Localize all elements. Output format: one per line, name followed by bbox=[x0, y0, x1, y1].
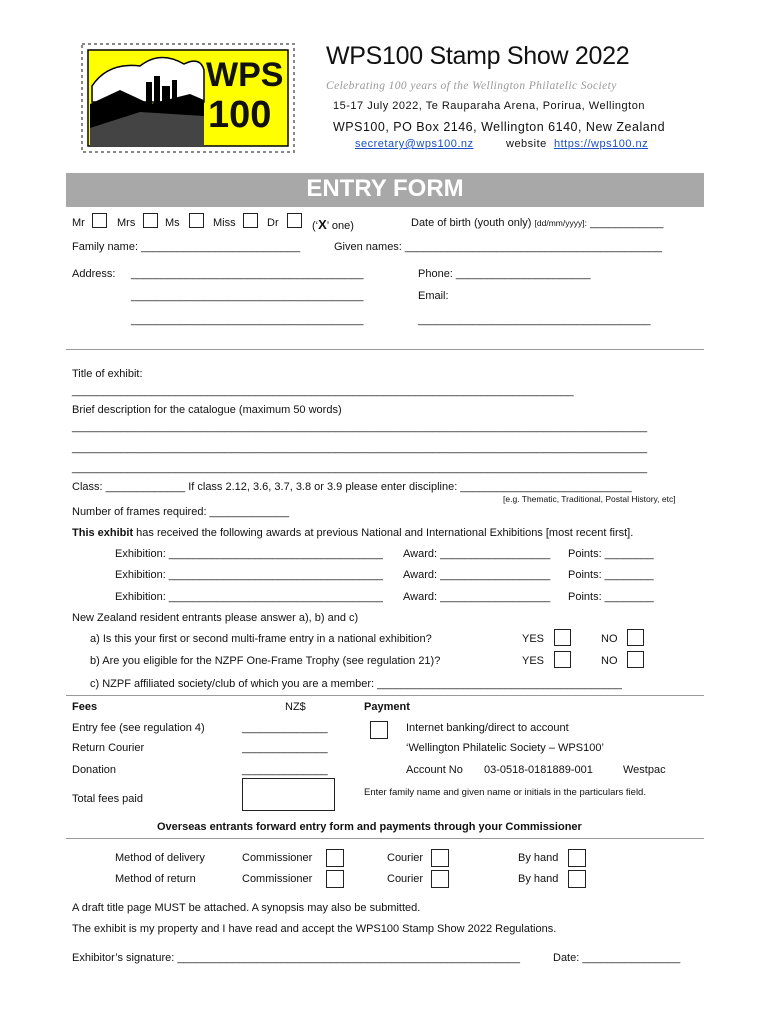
award-row-1-exhibition[interactable]: Exhibition: ___________________________________ bbox=[115, 548, 383, 560]
award-row-2-points[interactable]: Points: ________ bbox=[568, 569, 654, 581]
return-byhand-label: By hand bbox=[518, 873, 559, 885]
fees-heading: Fees bbox=[72, 701, 98, 713]
donation-field[interactable]: ______________ bbox=[242, 764, 328, 776]
award-row-3-award[interactable]: Award: __________________ bbox=[403, 591, 551, 603]
exhibit-title-label: Title of exhibit: bbox=[72, 368, 143, 380]
delivery-label: Method of delivery bbox=[115, 852, 205, 864]
award-row-1-award[interactable]: Award: __________________ bbox=[403, 548, 551, 560]
family-name-field[interactable]: Family name: __________________________ bbox=[72, 241, 301, 253]
address-line-2[interactable]: ______________________________________ bbox=[131, 290, 364, 302]
subtitle: Celebrating 100 years of the Wellington Philatelic Society bbox=[326, 80, 617, 92]
return-commissioner-checkbox[interactable] bbox=[326, 870, 344, 888]
form-title: ENTRY FORM bbox=[306, 175, 464, 202]
account-no-label: Account No bbox=[406, 764, 463, 776]
description-line-3[interactable]: ______________________________________________________________________________________________ bbox=[72, 462, 648, 474]
return-commissioner-label: Commissioner bbox=[242, 873, 313, 885]
question-a-yes-label: YES bbox=[522, 633, 545, 645]
description-line-2[interactable]: ______________________________________________________________________________________________ bbox=[72, 442, 648, 454]
x-mark: X bbox=[318, 217, 327, 232]
fees-currency: NZ$ bbox=[285, 701, 306, 713]
date-field[interactable]: Date: ________________ bbox=[553, 952, 681, 964]
question-a-no-checkbox[interactable] bbox=[627, 629, 644, 646]
delivery-byhand-checkbox[interactable] bbox=[568, 849, 586, 867]
question-b-yes-label: YES bbox=[522, 655, 545, 667]
website-label: website bbox=[506, 138, 547, 150]
delivery-courier-label: Courier bbox=[387, 852, 424, 864]
bank-name: Westpac bbox=[623, 764, 666, 776]
delivery-byhand-label: By hand bbox=[518, 852, 559, 864]
title-dr-checkbox[interactable] bbox=[287, 213, 302, 228]
exhibit-title-field[interactable]: __________________________________________________________________________________ bbox=[72, 385, 574, 397]
account-no: 03-0518-0181889-001 bbox=[484, 764, 593, 776]
title-miss-checkbox[interactable] bbox=[243, 213, 258, 228]
title-mrs-label: Mrs bbox=[117, 217, 136, 229]
question-a-no-label: NO bbox=[601, 633, 618, 645]
title-dr-label: Dr bbox=[267, 217, 279, 229]
delivery-commissioner-checkbox[interactable] bbox=[326, 849, 344, 867]
form-title-banner bbox=[66, 173, 704, 207]
return-courier-label: Return Courier bbox=[72, 742, 145, 754]
draft-note: A draft title page MUST be attached. A synopsis may also be submitted. bbox=[72, 902, 421, 914]
address-label: Address: bbox=[72, 268, 116, 280]
email-link[interactable]: secretary@wps100.nz bbox=[355, 138, 474, 150]
brief-description-label: Brief description for the catalogue (maximum 50 words) bbox=[72, 404, 342, 416]
logo-text-100: 100 bbox=[208, 94, 272, 136]
email-field[interactable]: ______________________________________ bbox=[418, 314, 651, 326]
title-mr-label: Mr bbox=[72, 217, 85, 229]
address-line-3[interactable]: ______________________________________ bbox=[131, 314, 364, 326]
payment-heading: Payment bbox=[364, 701, 410, 713]
entry-fee-field[interactable]: ______________ bbox=[242, 722, 328, 734]
discipline-examples: [e.g. Thematic, Traditional, Postal History, etc] bbox=[503, 494, 676, 504]
fees-divider bbox=[66, 695, 704, 696]
section-divider bbox=[66, 349, 704, 350]
title-ms-checkbox[interactable] bbox=[189, 213, 204, 228]
award-row-3-points[interactable]: Points: ________ bbox=[568, 591, 654, 603]
particulars-note: Enter family name and given name or initials in the particulars field. bbox=[364, 787, 646, 798]
payment-method-label: Internet banking/direct to account bbox=[406, 722, 569, 734]
question-b: b) Are you eligible for the NZPF One-Frame Trophy (see regulation 21)? bbox=[90, 655, 441, 667]
dob-field[interactable]: Date of birth (youth only) [dd/mm/yyyy]: ____________ bbox=[411, 217, 664, 229]
payment-method-checkbox[interactable] bbox=[370, 721, 388, 739]
phone-field[interactable]: Phone: ______________________ bbox=[418, 268, 591, 280]
logo bbox=[80, 42, 296, 154]
signature-field[interactable]: Exhibitor’s signature: ________________________________________________________ bbox=[72, 952, 520, 964]
question-a: a) Is this your first or second multi-frame entry in a national exhibition? bbox=[90, 633, 432, 645]
property-declaration: The exhibit is my property and I have read and accept the WPS100 Stamp Show 2022 Regulations. bbox=[72, 923, 557, 935]
entry-fee-label: Entry fee (see regulation 4) bbox=[72, 722, 205, 734]
title-mr-checkbox[interactable] bbox=[92, 213, 107, 228]
dates-venue: 15-17 July 2022, Te Rauparaha Arena, Porirua, Wellington bbox=[333, 100, 645, 112]
postal-address: WPS100, PO Box 2146, Wellington 6140, New Zealand bbox=[333, 120, 666, 134]
address-line-1[interactable]: ______________________________________ bbox=[131, 268, 364, 280]
title-mrs-checkbox[interactable] bbox=[143, 213, 158, 228]
delivery-commissioner-label: Commissioner bbox=[242, 852, 313, 864]
description-line-1[interactable]: ______________________________________________________________________________________________ bbox=[72, 421, 648, 433]
award-row-3-exhibition[interactable]: Exhibition: ___________________________________ bbox=[115, 591, 383, 603]
return-courier-checkbox[interactable] bbox=[431, 870, 449, 888]
total-fees-box[interactable] bbox=[242, 778, 335, 811]
title-instruction: (‘X’ one) bbox=[312, 217, 354, 232]
logo-text-wps: WPS bbox=[206, 56, 284, 94]
given-names-field[interactable]: Given names: __________________________________________ bbox=[334, 241, 662, 253]
title-miss-label: Miss bbox=[213, 217, 236, 229]
email-label: Email: bbox=[418, 290, 449, 302]
donation-label: Donation bbox=[72, 764, 117, 776]
overseas-divider bbox=[66, 838, 704, 839]
nz-resident-intro: New Zealand resident entrants please answer a), b) and c) bbox=[72, 612, 359, 624]
website-link[interactable]: https://wps100.nz bbox=[554, 138, 649, 150]
delivery-courier-checkbox[interactable] bbox=[431, 849, 449, 867]
overseas-heading: Overseas entrants forward entry form and payments through your Commissioner bbox=[157, 821, 582, 833]
return-label: Method of return bbox=[115, 873, 196, 885]
page-title: WPS100 Stamp Show 2022 bbox=[326, 42, 630, 70]
question-b-yes-checkbox[interactable] bbox=[554, 651, 571, 668]
question-b-no-label: NO bbox=[601, 655, 618, 667]
dob-format: [dd/mm/yyyy]: bbox=[534, 218, 587, 228]
return-byhand-checkbox[interactable] bbox=[568, 870, 586, 888]
question-b-no-checkbox[interactable] bbox=[627, 651, 644, 668]
award-row-2-award[interactable]: Award: __________________ bbox=[403, 569, 551, 581]
return-courier-label-2: Courier bbox=[387, 873, 424, 885]
award-row-2-exhibition[interactable]: Exhibition: ___________________________________ bbox=[115, 569, 383, 581]
question-a-yes-checkbox[interactable] bbox=[554, 629, 571, 646]
title-ms-label: Ms bbox=[165, 217, 180, 229]
account-name: ‘Wellington Philatelic Society – WPS100’ bbox=[406, 742, 604, 754]
award-row-1-points[interactable]: Points: ________ bbox=[568, 548, 654, 560]
total-fees-label: Total fees paid bbox=[72, 793, 143, 805]
frames-field[interactable]: Number of frames required: _____________ bbox=[72, 506, 290, 518]
question-c-field[interactable]: c) NZPF affiliated society/club of which you are a member: ________________________________________ bbox=[90, 678, 622, 690]
class-discipline-field[interactable]: Class: _____________ If class 2.12, 3.6, 3.7, 3.8 or 3.9 please enter discipline: ____________________________ bbox=[72, 481, 632, 493]
awards-intro: This exhibit has received the following awards at previous National and International Exhibitions [most recent first]. bbox=[72, 527, 634, 539]
return-courier-field[interactable]: ______________ bbox=[242, 742, 328, 754]
